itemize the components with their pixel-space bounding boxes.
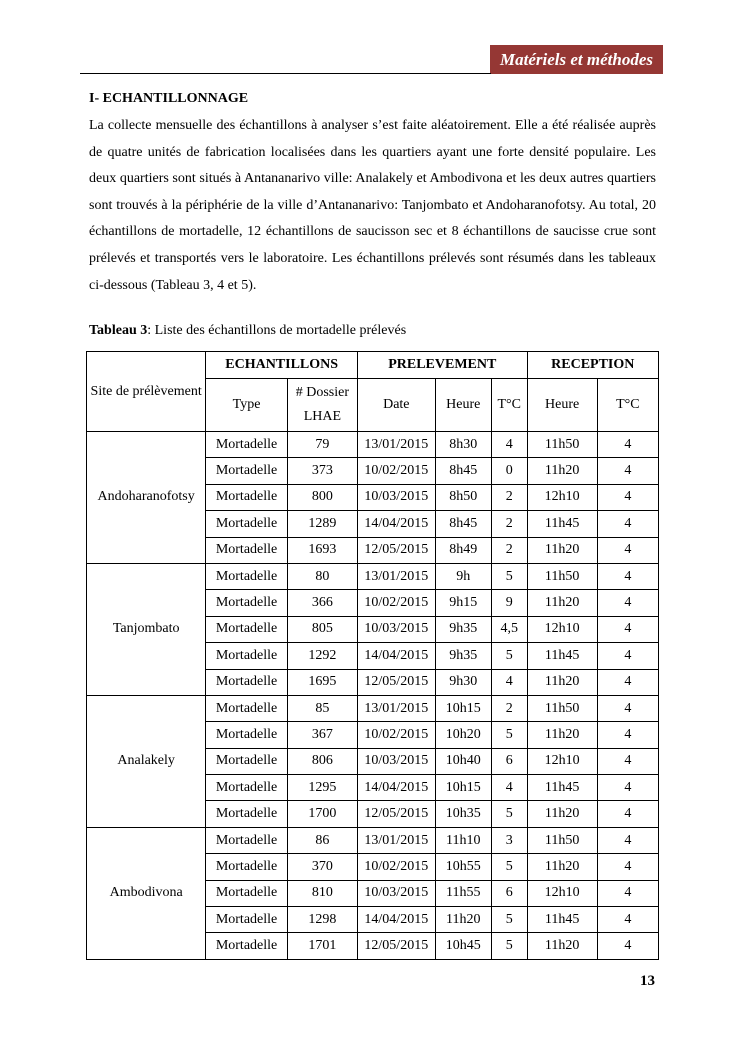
temp-cell: 3 bbox=[491, 827, 527, 853]
rec-temp-cell: 4 bbox=[597, 775, 658, 801]
rec-heure-cell: 11h50 bbox=[527, 563, 597, 589]
date-cell: 13/01/2015 bbox=[358, 432, 436, 458]
date-cell: 12/05/2015 bbox=[358, 669, 436, 695]
rec-heure-cell: 11h20 bbox=[527, 801, 597, 827]
date-cell: 10/03/2015 bbox=[358, 484, 436, 510]
temp-cell: 5 bbox=[491, 907, 527, 933]
rec-heure-cell: 11h45 bbox=[527, 643, 597, 669]
dossier-cell: 806 bbox=[287, 748, 357, 774]
rec-heure-cell: 11h45 bbox=[527, 511, 597, 537]
caption-text: : Liste des échantillons de mortadelle prélevés bbox=[147, 323, 407, 338]
type-cell: Mortadelle bbox=[206, 722, 287, 748]
rec-temp-cell: 4 bbox=[597, 537, 658, 563]
header-echantillons: ECHANTILLONS bbox=[206, 352, 358, 379]
rec-heure-cell: 12h10 bbox=[527, 748, 597, 774]
heure-cell: 9h15 bbox=[435, 590, 491, 616]
rec-temp-cell: 4 bbox=[597, 432, 658, 458]
header-reception: RECEPTION bbox=[527, 352, 658, 379]
temp-cell: 4 bbox=[491, 669, 527, 695]
dossier-cell: 80 bbox=[287, 563, 357, 589]
temp-cell: 5 bbox=[491, 854, 527, 880]
site-cell: Ambodivona bbox=[87, 827, 206, 959]
rec-heure-cell: 11h50 bbox=[527, 695, 597, 721]
dossier-cell: 1700 bbox=[287, 801, 357, 827]
rec-temp-cell: 4 bbox=[597, 880, 658, 906]
header-date: Date bbox=[358, 379, 436, 432]
dossier-cell: 800 bbox=[287, 484, 357, 510]
heure-cell: 10h15 bbox=[435, 775, 491, 801]
type-cell: Mortadelle bbox=[206, 590, 287, 616]
rec-heure-cell: 12h10 bbox=[527, 616, 597, 642]
heure-cell: 10h35 bbox=[435, 801, 491, 827]
header-dossier: # Dossier LHAE bbox=[287, 379, 357, 432]
rec-temp-cell: 4 bbox=[597, 590, 658, 616]
heure-cell: 10h40 bbox=[435, 748, 491, 774]
rec-heure-cell: 12h10 bbox=[527, 880, 597, 906]
heure-cell: 10h20 bbox=[435, 722, 491, 748]
date-cell: 13/01/2015 bbox=[358, 695, 436, 721]
date-cell: 14/04/2015 bbox=[358, 643, 436, 669]
rec-temp-cell: 4 bbox=[597, 801, 658, 827]
date-cell: 10/02/2015 bbox=[358, 458, 436, 484]
rec-heure-cell: 11h45 bbox=[527, 907, 597, 933]
heure-cell: 9h bbox=[435, 563, 491, 589]
date-cell: 13/01/2015 bbox=[358, 827, 436, 853]
type-cell: Mortadelle bbox=[206, 933, 287, 959]
header-site: Site de prélèvement bbox=[87, 352, 206, 432]
section-title: I- ECHANTILLONNAGE bbox=[89, 91, 249, 106]
site-cell: Analakely bbox=[87, 695, 206, 827]
type-cell: Mortadelle bbox=[206, 458, 287, 484]
type-cell: Mortadelle bbox=[206, 484, 287, 510]
rec-temp-cell: 4 bbox=[597, 643, 658, 669]
rec-temp-cell: 4 bbox=[597, 616, 658, 642]
rec-temp-cell: 4 bbox=[597, 748, 658, 774]
heure-cell: 10h45 bbox=[435, 933, 491, 959]
type-cell: Mortadelle bbox=[206, 801, 287, 827]
temp-cell: 0 bbox=[491, 458, 527, 484]
heure-cell: 9h30 bbox=[435, 669, 491, 695]
temp-cell: 9 bbox=[491, 590, 527, 616]
table-body bbox=[87, 432, 659, 960]
body-paragraph: La collecte mensuelle des échantillons à analyser s’est faite aléatoirement. Elle a été réalisée auprès de quatre unités de fabrication localisées dans les quartiers ayant une forte densité populaire. Les deux quartiers sont situés à Antananarivo ville: Analakely et Ambodivona et les deux autres quartiers sont trouvés à la périphérie de la ville d’Antananarivo: Tanjombato et Andoharanofotsy. Au total, 20 échantillons de mortadelle, 12 échantillons de saucisson sec et 8 échantillons de saucisse crue sont prélevés et transportés vers le laboratoire. Les échantillons prélevés sont résumés dans les tableaux ci-dessous (Tableau 3, 4 et 5). bbox=[89, 118, 656, 293]
temp-cell: 4 bbox=[491, 775, 527, 801]
date-cell: 10/02/2015 bbox=[358, 590, 436, 616]
heure-cell: 8h45 bbox=[435, 511, 491, 537]
date-cell: 14/04/2015 bbox=[358, 511, 436, 537]
rec-heure-cell: 11h20 bbox=[527, 458, 597, 484]
temp-cell: 5 bbox=[491, 933, 527, 959]
temp-cell: 6 bbox=[491, 880, 527, 906]
caption-label: Tableau 3 bbox=[89, 323, 148, 338]
heure-cell: 11h20 bbox=[435, 907, 491, 933]
type-cell: Mortadelle bbox=[206, 748, 287, 774]
rec-temp-cell: 4 bbox=[597, 854, 658, 880]
date-cell: 14/04/2015 bbox=[358, 907, 436, 933]
dossier-cell: 810 bbox=[287, 880, 357, 906]
rec-temp-cell: 4 bbox=[597, 669, 658, 695]
dossier-cell: 1289 bbox=[287, 511, 357, 537]
header-rule bbox=[80, 73, 491, 74]
heure-cell: 10h15 bbox=[435, 695, 491, 721]
heure-cell: 10h55 bbox=[435, 854, 491, 880]
header-prelevement: PRELEVEMENT bbox=[358, 352, 528, 379]
temp-cell: 5 bbox=[491, 801, 527, 827]
temp-cell: 5 bbox=[491, 563, 527, 589]
table-row bbox=[87, 695, 659, 721]
dossier-cell: 805 bbox=[287, 616, 357, 642]
dossier-cell: 367 bbox=[287, 722, 357, 748]
rec-temp-cell: 4 bbox=[597, 695, 658, 721]
date-cell: 10/03/2015 bbox=[358, 616, 436, 642]
heure-cell: 8h50 bbox=[435, 484, 491, 510]
table-row bbox=[87, 827, 659, 853]
rec-heure-cell: 12h10 bbox=[527, 484, 597, 510]
page-number: 13 bbox=[640, 973, 655, 989]
temp-cell: 2 bbox=[491, 511, 527, 537]
temp-cell: 6 bbox=[491, 748, 527, 774]
header-rec-temp: T°C bbox=[597, 379, 658, 432]
table-caption bbox=[89, 323, 406, 339]
type-cell: Mortadelle bbox=[206, 880, 287, 906]
rec-temp-cell: 4 bbox=[597, 511, 658, 537]
type-cell: Mortadelle bbox=[206, 616, 287, 642]
temp-cell: 4,5 bbox=[491, 616, 527, 642]
dossier-cell: 1695 bbox=[287, 669, 357, 695]
header-temp: T°C bbox=[491, 379, 527, 432]
header-type: Type bbox=[206, 379, 287, 432]
heure-cell: 11h10 bbox=[435, 827, 491, 853]
dossier-cell: 370 bbox=[287, 854, 357, 880]
dossier-cell: 373 bbox=[287, 458, 357, 484]
rec-temp-cell: 4 bbox=[597, 458, 658, 484]
header-rec-heure: Heure bbox=[527, 379, 597, 432]
date-cell: 12/05/2015 bbox=[358, 537, 436, 563]
type-cell: Mortadelle bbox=[206, 854, 287, 880]
dossier-cell: 86 bbox=[287, 827, 357, 853]
chapter-header bbox=[490, 45, 663, 74]
type-cell: Mortadelle bbox=[206, 695, 287, 721]
dossier-cell: 1693 bbox=[287, 537, 357, 563]
dossier-cell: 79 bbox=[287, 432, 357, 458]
rec-heure-cell: 11h50 bbox=[527, 432, 597, 458]
date-cell: 10/02/2015 bbox=[358, 854, 436, 880]
type-cell: Mortadelle bbox=[206, 643, 287, 669]
temp-cell: 5 bbox=[491, 643, 527, 669]
type-cell: Mortadelle bbox=[206, 537, 287, 563]
heure-cell: 11h55 bbox=[435, 880, 491, 906]
date-cell: 12/05/2015 bbox=[358, 801, 436, 827]
rec-temp-cell: 4 bbox=[597, 933, 658, 959]
temp-cell: 2 bbox=[491, 484, 527, 510]
date-cell: 10/03/2015 bbox=[358, 748, 436, 774]
type-cell: Mortadelle bbox=[206, 432, 287, 458]
chapter-title: Matériels et méthodes bbox=[500, 49, 653, 69]
rec-heure-cell: 11h45 bbox=[527, 775, 597, 801]
rec-heure-cell: 11h20 bbox=[527, 933, 597, 959]
type-cell: Mortadelle bbox=[206, 511, 287, 537]
samples-table bbox=[86, 351, 659, 960]
rec-heure-cell: 11h20 bbox=[527, 854, 597, 880]
rec-temp-cell: 4 bbox=[597, 907, 658, 933]
table-row bbox=[87, 563, 659, 589]
type-cell: Mortadelle bbox=[206, 907, 287, 933]
dossier-cell: 1295 bbox=[287, 775, 357, 801]
heure-cell: 8h45 bbox=[435, 458, 491, 484]
rec-heure-cell: 11h20 bbox=[527, 669, 597, 695]
rec-temp-cell: 4 bbox=[597, 722, 658, 748]
temp-cell: 4 bbox=[491, 432, 527, 458]
rec-temp-cell: 4 bbox=[597, 484, 658, 510]
dossier-cell: 1701 bbox=[287, 933, 357, 959]
site-cell: Andoharanofotsy bbox=[87, 432, 206, 564]
rec-heure-cell: 11h20 bbox=[527, 590, 597, 616]
date-cell: 14/04/2015 bbox=[358, 775, 436, 801]
type-cell: Mortadelle bbox=[206, 827, 287, 853]
type-cell: Mortadelle bbox=[206, 563, 287, 589]
date-cell: 12/05/2015 bbox=[358, 933, 436, 959]
date-cell: 13/01/2015 bbox=[358, 563, 436, 589]
temp-cell: 2 bbox=[491, 537, 527, 563]
rec-heure-cell: 11h20 bbox=[527, 537, 597, 563]
rec-heure-cell: 11h50 bbox=[527, 827, 597, 853]
site-cell: Tanjombato bbox=[87, 563, 206, 695]
dossier-cell: 366 bbox=[287, 590, 357, 616]
date-cell: 10/03/2015 bbox=[358, 880, 436, 906]
rec-temp-cell: 4 bbox=[597, 827, 658, 853]
type-cell: Mortadelle bbox=[206, 775, 287, 801]
table-row bbox=[87, 432, 659, 458]
header-heure: Heure bbox=[435, 379, 491, 432]
dossier-cell: 1298 bbox=[287, 907, 357, 933]
temp-cell: 5 bbox=[491, 722, 527, 748]
dossier-cell: 85 bbox=[287, 695, 357, 721]
date-cell: 10/02/2015 bbox=[358, 722, 436, 748]
temp-cell: 2 bbox=[491, 695, 527, 721]
rec-temp-cell: 4 bbox=[597, 563, 658, 589]
heure-cell: 9h35 bbox=[435, 643, 491, 669]
rec-heure-cell: 11h20 bbox=[527, 722, 597, 748]
heure-cell: 9h35 bbox=[435, 616, 491, 642]
heure-cell: 8h49 bbox=[435, 537, 491, 563]
type-cell: Mortadelle bbox=[206, 669, 287, 695]
dossier-cell: 1292 bbox=[287, 643, 357, 669]
heure-cell: 8h30 bbox=[435, 432, 491, 458]
